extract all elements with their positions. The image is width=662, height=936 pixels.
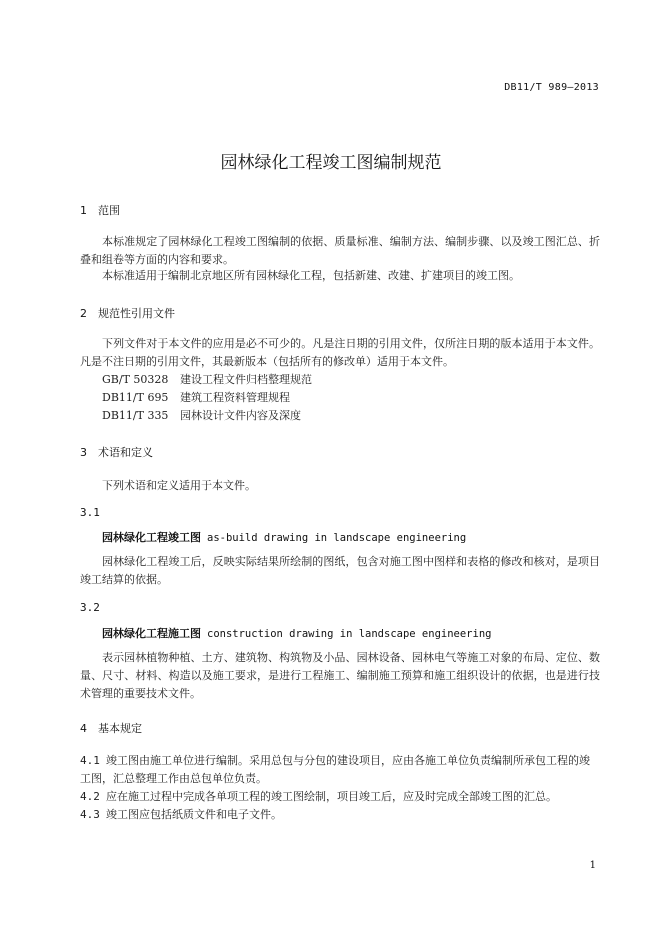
section-title: 范围 <box>98 204 120 217</box>
term-number: 3.2 <box>80 601 100 614</box>
section-2-heading <box>80 305 175 321</box>
section-number: 4 <box>80 722 87 735</box>
document-code: DB11/T 989—2013 <box>504 82 599 93</box>
section-title: 基本规定 <box>98 722 142 735</box>
page-number: 1 <box>589 860 596 871</box>
term-heading <box>102 625 491 641</box>
reference-code: DB11/T 695 <box>102 391 169 404</box>
section-1-heading <box>80 202 120 218</box>
clause-number: 4.2 <box>80 790 100 803</box>
section-4-heading <box>80 720 142 736</box>
clause-item <box>80 788 600 806</box>
clause-text: 竣工图应包括纸质文件和电子文件。 <box>106 808 282 821</box>
section-number: 2 <box>80 307 87 320</box>
clause-item <box>80 752 600 788</box>
section-3-para-1: 下列术语和定义适用于本文件。 <box>102 479 256 492</box>
term-number: 3.1 <box>80 506 100 519</box>
section-number: 3 <box>80 446 87 459</box>
section-1-para-1: 本标准规定了园林绿化工程竣工图编制的依据、质量标准、编制方法、编制步骤、以及竣工图汇总、折叠和组卷等方面的内容和要求。 <box>80 235 600 266</box>
clause-number: 4.1 <box>80 754 100 767</box>
reference-code: GB/T 50328 <box>102 373 169 386</box>
term-chinese: 园林绿化工程竣工图 <box>102 531 201 544</box>
term-definition: 表示园林植物种植、土方、建筑物、构筑物及小品、园林设备、园林电气等施工对象的布局、定位、数量、尺寸、材料、构造以及施工要求，是进行工程施工、编制施工预算和施工组织设计的依据，也是进行技术管理的重要技术文件。 <box>80 651 600 700</box>
section-title: 规范性引用文件 <box>98 307 175 320</box>
reference-name: 建设工程文件归档整理规范 <box>180 373 312 386</box>
reference-item <box>102 407 301 425</box>
term-english: as-build drawing in landscape engineering <box>207 532 467 544</box>
term-heading <box>102 529 466 545</box>
clause-number: 4.3 <box>80 808 100 821</box>
clause-text: 应在施工过程中完成各单项工程的竣工图绘制，项目竣工后，应及时完成全部竣工图的汇总。 <box>106 790 557 803</box>
page-title: 园林绿化工程竣工图编制规范 <box>220 153 442 173</box>
term-english: construction drawing in landscape engineering <box>207 628 492 640</box>
term-definition: 园林绿化工程竣工后，反映实际结果所绘制的图纸，包含对施工图中图样和表格的修改和核对，是项目竣工结算的依据。 <box>80 555 600 586</box>
term-chinese: 园林绿化工程施工图 <box>102 627 201 640</box>
section-1-para-2: 本标准适用于编制北京地区所有园林绿化工程，包括新建、改建、扩建项目的竣工图。 <box>102 269 520 282</box>
clause-text: 竣工图由施工单位进行编制。采用总包与分包的建设项目，应由各施工单位负责编制所承包工程的竣工图，汇总整理工作由总包单位负责。 <box>80 754 590 785</box>
section-3-heading <box>80 444 153 460</box>
reference-name: 园林设计文件内容及深度 <box>180 409 301 422</box>
reference-name: 建筑工程资料管理规程 <box>180 391 290 404</box>
reference-item <box>102 389 290 407</box>
reference-code: DB11/T 335 <box>102 409 169 422</box>
section-title: 术语和定义 <box>98 446 153 459</box>
section-number: 1 <box>80 204 87 217</box>
reference-item <box>102 371 312 389</box>
clause-item <box>80 806 600 824</box>
section-2-para-1: 下列文件对于本文件的应用是必不可少的。凡是注日期的引用文件，仅所注日期的版本适用于本文件。凡是不注日期的引用文件，其最新版本（包括所有的修改单）适用于本文件。 <box>80 337 600 368</box>
